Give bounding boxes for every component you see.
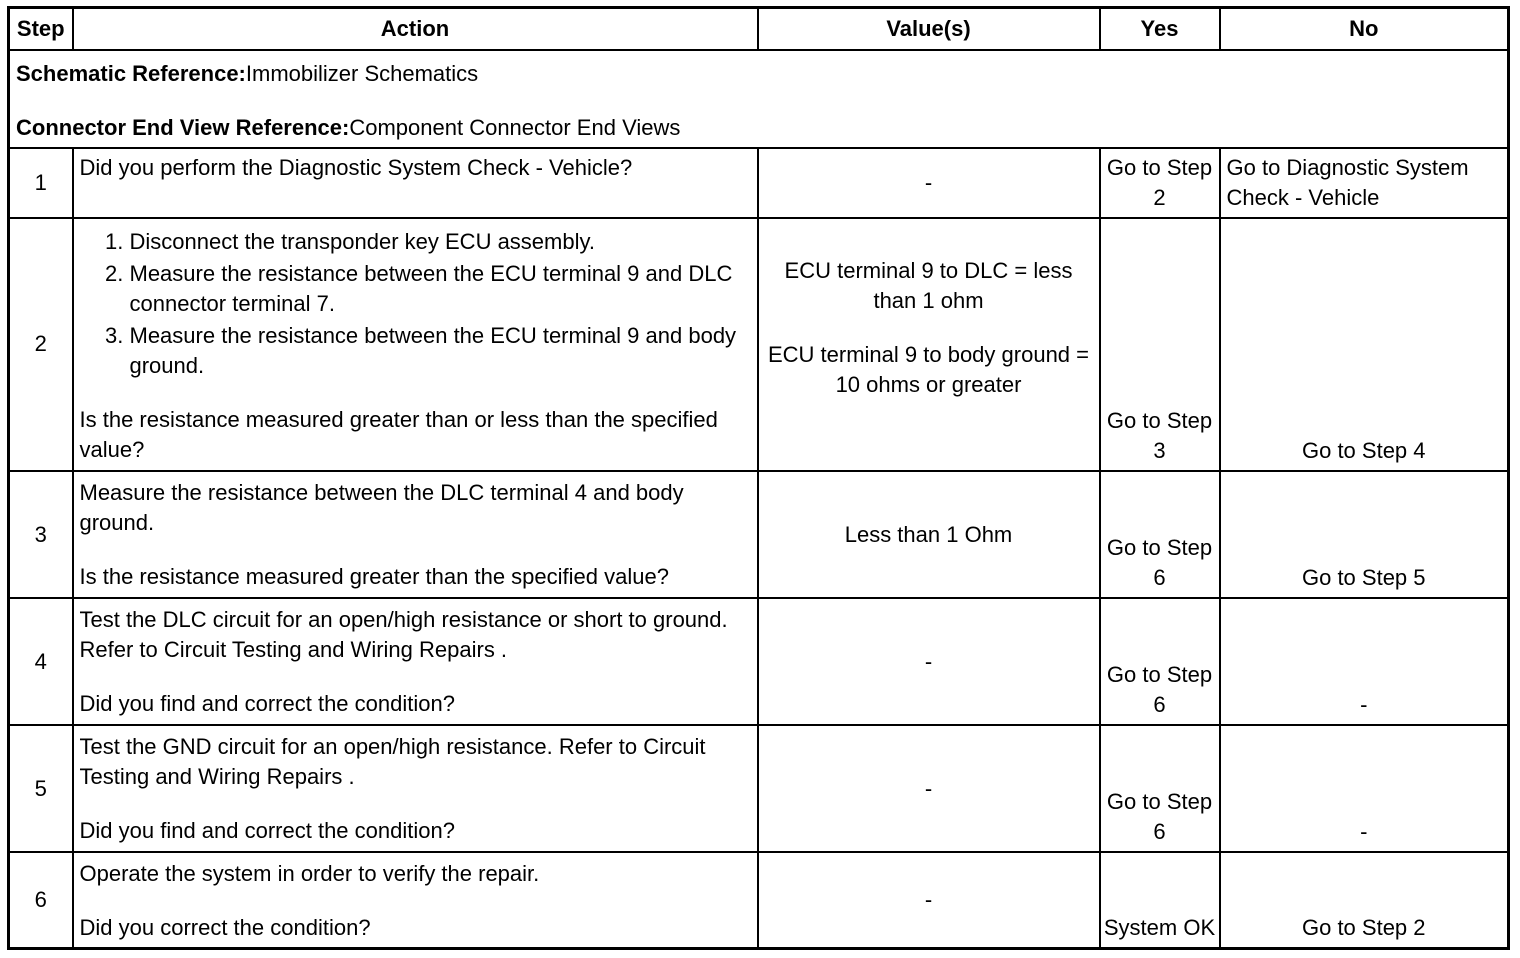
header-values: Value(s) xyxy=(758,8,1100,50)
step-number: 3 xyxy=(9,471,73,598)
table-row xyxy=(9,725,1509,852)
table-row xyxy=(9,852,1509,948)
action-list xyxy=(80,227,751,381)
step-number: 2 xyxy=(9,218,73,471)
value-cell: Less than 1 Ohm xyxy=(758,471,1100,598)
action-cell xyxy=(73,598,758,725)
header-no: No xyxy=(1220,8,1509,50)
action-cell xyxy=(73,471,758,598)
value-cell: - xyxy=(758,725,1100,852)
action-cell xyxy=(73,852,758,948)
connector-reference-label: Connector End View Reference: xyxy=(16,114,350,140)
schematic-reference-label: Schematic Reference: xyxy=(16,60,246,86)
value-line: ECU terminal 9 to body ground = 10 ohms or greater xyxy=(767,342,1089,398)
action-cell xyxy=(73,148,758,218)
yes-cell: Go to Step 6 xyxy=(1100,598,1220,725)
no-cell: Go to Diagnostic System Check - Vehicle xyxy=(1220,148,1509,218)
action-text: Test the DLC circuit for an open/high resistance or short to ground. Refer to Circuit Testing and Wiring Repairs . xyxy=(79,607,728,663)
action-text: Did you perform the Diagnostic System Check - Vehicle? xyxy=(79,154,633,180)
reference-row xyxy=(9,50,1509,148)
yes-cell: Go to Step 2 xyxy=(1100,148,1220,218)
yes-cell: Go to Step 3 xyxy=(1100,218,1220,471)
step-number: 5 xyxy=(9,725,73,852)
schematic-reference-link[interactable]: Immobilizer Schematics xyxy=(245,60,479,86)
no-cell: Go to Step 4 xyxy=(1220,218,1509,471)
table-row xyxy=(9,218,1509,471)
action-question: Is the resistance measured greater than the specified value? xyxy=(79,563,669,589)
action-text: Operate the system in order to verify the repair. xyxy=(79,861,540,887)
action-question: Did you correct the condition? xyxy=(79,915,371,941)
connector-reference xyxy=(16,113,1501,143)
action-question: Did you find and correct the condition? xyxy=(79,691,455,717)
value-cell: - xyxy=(758,148,1100,218)
reference-cell xyxy=(9,50,1509,148)
action-question: Is the resistance measured greater than or less than the specified value? xyxy=(79,406,718,462)
step-number: 4 xyxy=(9,598,73,725)
connector-reference-link[interactable]: Component Connector End Views xyxy=(349,114,681,140)
action-cell xyxy=(73,218,758,471)
list-item: 2. Measure the resistance between the ECU terminal 9 and DLC connector terminal 7. xyxy=(130,259,751,319)
step-number: 1 xyxy=(9,148,73,218)
action-text: Measure the resistance between the DLC terminal 4 and body ground. xyxy=(79,479,684,535)
step-number: 6 xyxy=(9,852,73,948)
diagnostic-table xyxy=(7,6,1510,950)
header-row xyxy=(9,8,1509,50)
action-question: Did you find and correct the condition? xyxy=(79,818,455,844)
table-row xyxy=(9,471,1509,598)
yes-cell: Go to Step 6 xyxy=(1100,725,1220,852)
value-cell: - xyxy=(758,598,1100,725)
action-text: Test the GND circuit for an open/high resistance. Refer to Circuit Testing and Wiring Repairs . xyxy=(79,734,706,790)
value-cell xyxy=(758,218,1100,471)
list-item: 3. Measure the resistance between the ECU terminal 9 and body ground. xyxy=(130,321,751,381)
yes-cell: System OK xyxy=(1100,852,1220,948)
no-cell: - xyxy=(1220,598,1509,725)
value-cell: - xyxy=(758,852,1100,948)
no-cell: Go to Step 2 xyxy=(1220,852,1509,948)
table-row xyxy=(9,598,1509,725)
table-row xyxy=(9,148,1509,218)
schematic-reference xyxy=(16,59,1501,89)
header-yes: Yes xyxy=(1100,8,1220,50)
value-line: ECU terminal 9 to DLC = less than 1 ohm xyxy=(784,258,1073,314)
no-cell: Go to Step 5 xyxy=(1220,471,1509,598)
header-action: Action xyxy=(73,8,758,50)
no-cell: - xyxy=(1220,725,1509,852)
yes-cell: Go to Step 6 xyxy=(1100,471,1220,598)
action-cell xyxy=(73,725,758,852)
header-step: Step xyxy=(9,8,73,50)
list-item: 1. Disconnect the transponder key ECU assembly. xyxy=(130,227,751,257)
